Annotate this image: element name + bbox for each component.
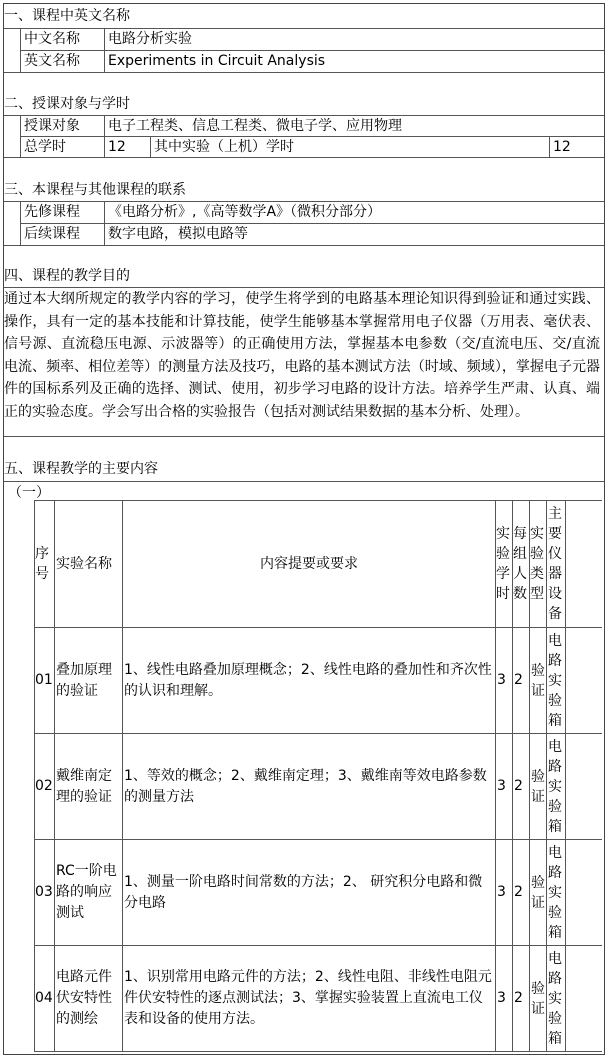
header-type: 实验类型 <box>530 526 544 602</box>
row2-seq: 02 <box>35 778 53 794</box>
row4-type: 验证 <box>531 980 545 1017</box>
section5-heading: 五、课程教学的主要内容 <box>4 461 158 477</box>
section3-heading: 三、本课程与其他课程的联系 <box>4 182 186 198</box>
row3-type: 验证 <box>531 874 545 911</box>
header-name: 实验名称 <box>56 555 112 572</box>
header-group: 每组人数 <box>513 526 527 602</box>
row2-type: 验证 <box>531 768 545 805</box>
hours-value: 12 <box>108 139 126 155</box>
row4-equipment: 电路实验箱 <box>548 950 562 1047</box>
header-hours: 实验学时 <box>496 526 510 602</box>
row2-name: 戴维南定理的验证 <box>56 767 112 805</box>
chinese-name-value: 电路分析实验 <box>108 31 192 47</box>
row3-hours: 3 <box>497 884 506 900</box>
section2-heading: 二、授课对象与学时 <box>4 96 130 112</box>
section4-heading: 四、课程的教学目的 <box>4 268 130 284</box>
row4-name: 电路元件伏安特性的测绘 <box>56 969 112 1027</box>
hours-label: 总学时 <box>24 139 66 155</box>
divider <box>4 481 604 482</box>
header-seq: 序号 <box>35 546 49 582</box>
lab-hours-label: 其中实验（上机）学时 <box>154 139 294 155</box>
row1-hours: 3 <box>497 672 506 688</box>
row3-content: 1、测量一阶电路时间常数的方法；2、 研究积分电路和微分电路 <box>124 873 483 911</box>
header-equipment: 主要仪器设备 <box>548 506 562 622</box>
divider <box>4 72 604 73</box>
row2-hours: 3 <box>497 778 506 794</box>
divider <box>565 500 566 1052</box>
row2-group: 2 <box>514 778 523 794</box>
divider <box>546 500 547 1052</box>
row4-group: 2 <box>514 990 523 1006</box>
divider <box>54 500 55 1052</box>
row4-hours: 3 <box>497 990 506 1006</box>
followup-label: 后续课程 <box>24 226 80 242</box>
target-label: 授课对象 <box>24 118 80 134</box>
row1-type: 验证 <box>531 662 545 699</box>
divider <box>150 136 151 157</box>
chinese-name-label: 中文名称 <box>24 31 80 47</box>
row3-seq: 03 <box>35 884 53 900</box>
followup-value: 数字电路，模拟电路等 <box>108 226 248 242</box>
teaching-purpose-paragraph: 通过本大纲所规定的教学内容的学习，使学生将学到的电路基本理论知识得到验证和通过实践、操作，具有一定的基本技能和计算技能，使学生能够基本掌握常用电子仪器（万用表、毫伏表、信号源、直流稳压电源、示波器等）的正确使用方法，掌握基本电参数（交/直流电压、交/直流电流、频率、相位差等）的测量方法及技巧，电路的基本测试方法（时域、频域），掌握电子元器件的国标系列及正确的选择、测试、使用，初步学习电路的设计方法。培养学生严肃、认真、端正的实验态度。学会写出合格的实验报告（包括对测试结果数据的基本分析、处理）。 <box>4 291 600 420</box>
row4-seq: 04 <box>35 990 53 1006</box>
row1-name: 叠加原理的验证 <box>56 661 112 699</box>
divider <box>4 28 604 29</box>
row2-content: 1、等效的概念；2、戴维南定理；3、戴维南等效电路参数的测量方法 <box>124 767 487 805</box>
row1-seq: 01 <box>35 672 53 688</box>
header-content: 内容提要或要求 <box>260 555 358 572</box>
row3-equipment: 电路实验箱 <box>548 844 562 941</box>
row1-equipment: 电路实验箱 <box>548 632 562 729</box>
divider <box>4 436 604 437</box>
target-value: 电子工程类、信息工程类、微电子学、应用物理 <box>108 118 402 134</box>
row2-equipment: 电路实验箱 <box>548 738 562 835</box>
divider <box>34 1051 602 1052</box>
english-name-value: Experiments in Circuit Analysis <box>108 53 326 69</box>
english-name-label: 英文名称 <box>24 53 80 69</box>
row1-content: 1、线性电路叠加原理概念；2、线性电路的叠加性和齐次性的认识和理解。 <box>124 661 492 699</box>
section1-heading: 一、课程中英文名称 <box>4 8 130 24</box>
divider <box>4 157 604 158</box>
divider <box>4 245 604 246</box>
prerequisite-label: 先修课程 <box>24 204 80 220</box>
experiments-table <box>34 500 602 1052</box>
row3-group: 2 <box>514 884 523 900</box>
row3-name: RC一阶电路的响应测试 <box>56 863 117 921</box>
row1-group: 2 <box>514 672 523 688</box>
lab-hours-value: 12 <box>553 139 571 155</box>
row4-content: 1、识别常用电路元件的方法；2、线性电阻、非线性电阻元件伏安特性的逐点测试法；3、掌握实验装置上直流电工仪表和设备的使用方法。 <box>124 969 492 1027</box>
subsection-label: （一） <box>8 485 50 501</box>
divider <box>549 136 550 157</box>
prerequisite-value: 《电路分析》,《高等数学A》（微积分部分） <box>108 204 382 220</box>
